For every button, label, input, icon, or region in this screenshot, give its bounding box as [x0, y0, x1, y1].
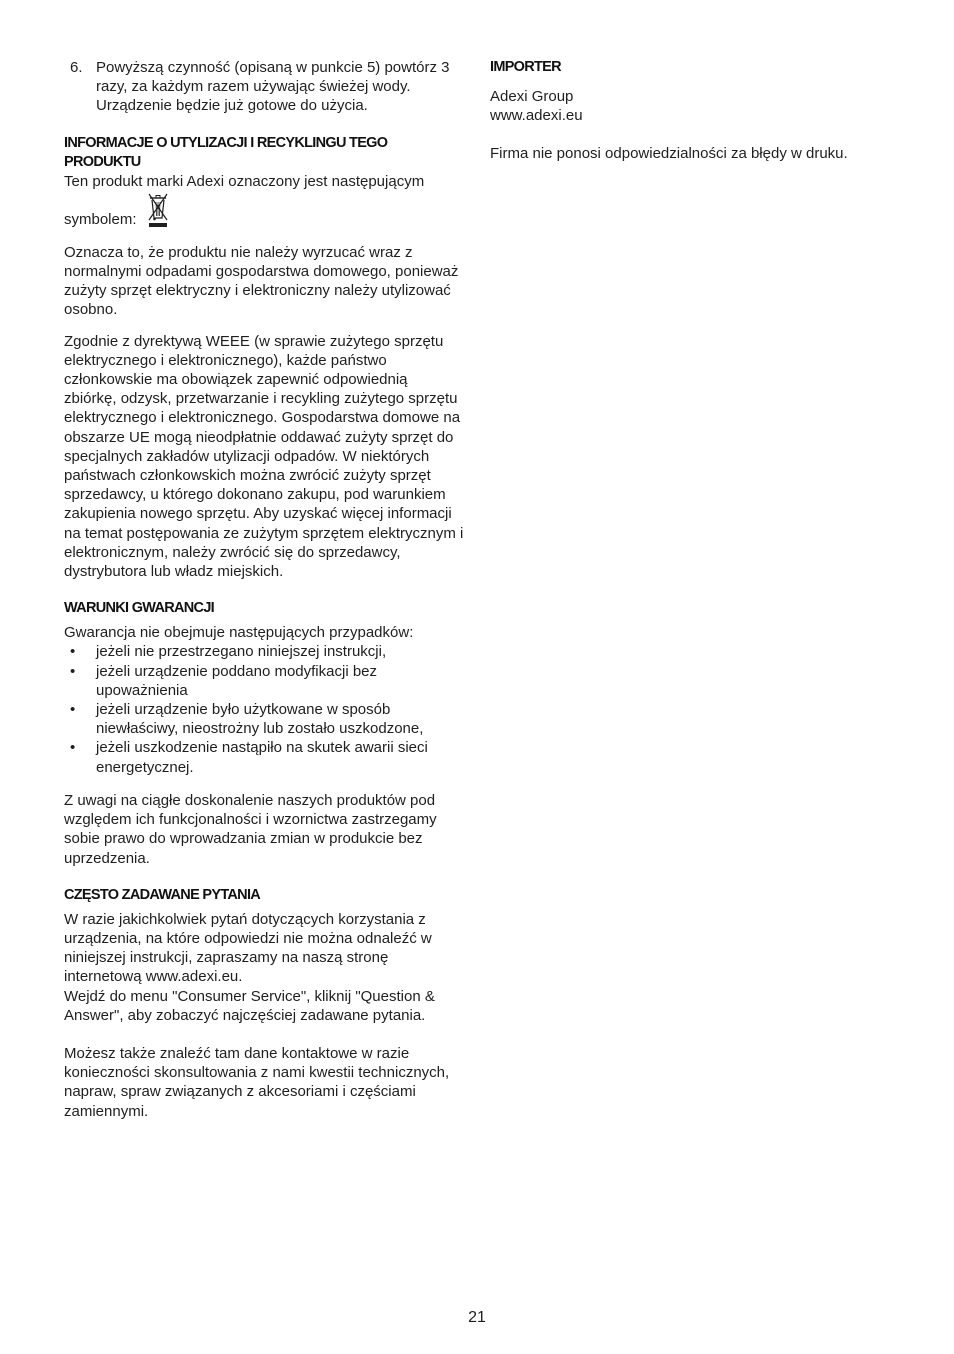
importer-company: Adexi Group: [490, 88, 574, 105]
importer-website: www.adexi.eu: [490, 107, 583, 125]
faq-heading: CZĘSTO ZADAWANE PYTANIA: [64, 886, 261, 903]
recycling-heading: INFORMACJE O UTYLIZACJI I RECYKLINGU TEGO PRODUKTU: [64, 134, 388, 170]
numbered-step-6: [64, 58, 464, 116]
step-text: Powyższą czynność (opisaną w punkcie 5) powtórz 3 razy, za każdym razem używając świeżej wody. Urządzenie będzie już gotowe do użycia.: [96, 59, 450, 115]
left-column: [64, 58, 464, 1121]
list-item: • jeżeli uszkodzenie nastąpiło na skutek awarii sieci energetycznej.: [70, 739, 428, 776]
step-number: 6.: [70, 59, 83, 76]
faq-paragraph-2: Wejdź do menu "Consumer Service", kliknij "Question & Answer", aby zobaczyć najczęściej zadawane pytania.: [64, 987, 435, 1024]
symbol-label: symbolem:: [64, 210, 137, 228]
faq-paragraph-1: W razie jakichkolwiek pytań dotyczących korzystania z urządzenia, na które odpowiedzi nie można odnaleźć w niniejszej instrukcji, zapraszamy na naszą stronę internetową www.adexi.eu.: [64, 910, 432, 986]
weee-crossed-bin-icon: [147, 193, 169, 229]
list-item: • jeżeli nie przestrzegano niniejszej instrukcji,: [70, 643, 387, 661]
importer-heading: IMPORTER: [490, 59, 561, 75]
warranty-exclusions-list: [64, 642, 464, 776]
faq-paragraph-3: Możesz także znaleźć tam dane kontaktowe w razie konieczności skonsultowania z nami kwestii technicznych, napraw, spraw związanych z akcesoriami i częściami zamiennymi.: [64, 1044, 450, 1120]
recycling-paragraph-1: Oznacza to, że produktu nie należy wyrzucać wraz z normalnymi odpadami gospodarstwa domowego, ponieważ zużyty sprzęt elektryczny i elektroniczny należy utylizować osobno.: [64, 243, 459, 319]
list-item: • jeżeli urządzenie było użytkowane w sposób niewłaściwy, nieostrożny lub zostało uszkodzone,: [70, 701, 424, 738]
recycling-intro: Ten produkt marki Adexi oznaczony jest następującym: [64, 172, 425, 190]
recycling-paragraph-2: Zgodnie z dyrektywą WEEE (w sprawie zużytego sprzętu elektrycznego i elektronicznego), każde państwo członkowskie ma obowiązek zapewnić odpowiednią zbiórkę, odzysk, przetwarzanie i recykling zużytego sprzętu elektrycznego i elektronicznego. Gospodarstwa domowe na obszarze UE mogą nieodpłatnie oddawać zużyty sprzęt do specjalnych zakładów utylizacji odpadów. W niektórych państwach członkowskich można zwrócić zużyty sprzęt sprzedawcy, u którego dokonano zakupu, pod warunkiem zakupienia nowego sprzętu. Aby uzyskać więcej informacji na temat postępowania ze zużytym sprzętem elektrycznym i elektronicznym, należy zwrócić się do sprzedawcy, dystrybutora lub władz miejskich.: [64, 332, 464, 581]
list-item: • jeżeli urządzenie poddano modyfikacji bez upoważnienia: [70, 662, 378, 699]
page-number: 21: [468, 1309, 486, 1326]
print-disclaimer: Firma nie ponosi odpowiedzialności za błędy w druku.: [490, 145, 848, 163]
right-column: [490, 58, 890, 164]
warranty-intro: Gwarancja nie obejmuje następujących przypadków:: [64, 624, 414, 642]
warranty-heading: WARUNKI GWARANCJI: [64, 600, 215, 617]
warranty-closing: Z uwagi na ciągłe doskonalenie naszych produktów pod względem ich funkcjonalności i wzornictwa zastrzegamy sobie prawo do wprowadzania zmian w produkcie bez uprzedzenia.: [64, 791, 437, 867]
symbol-line: [64, 191, 464, 229]
